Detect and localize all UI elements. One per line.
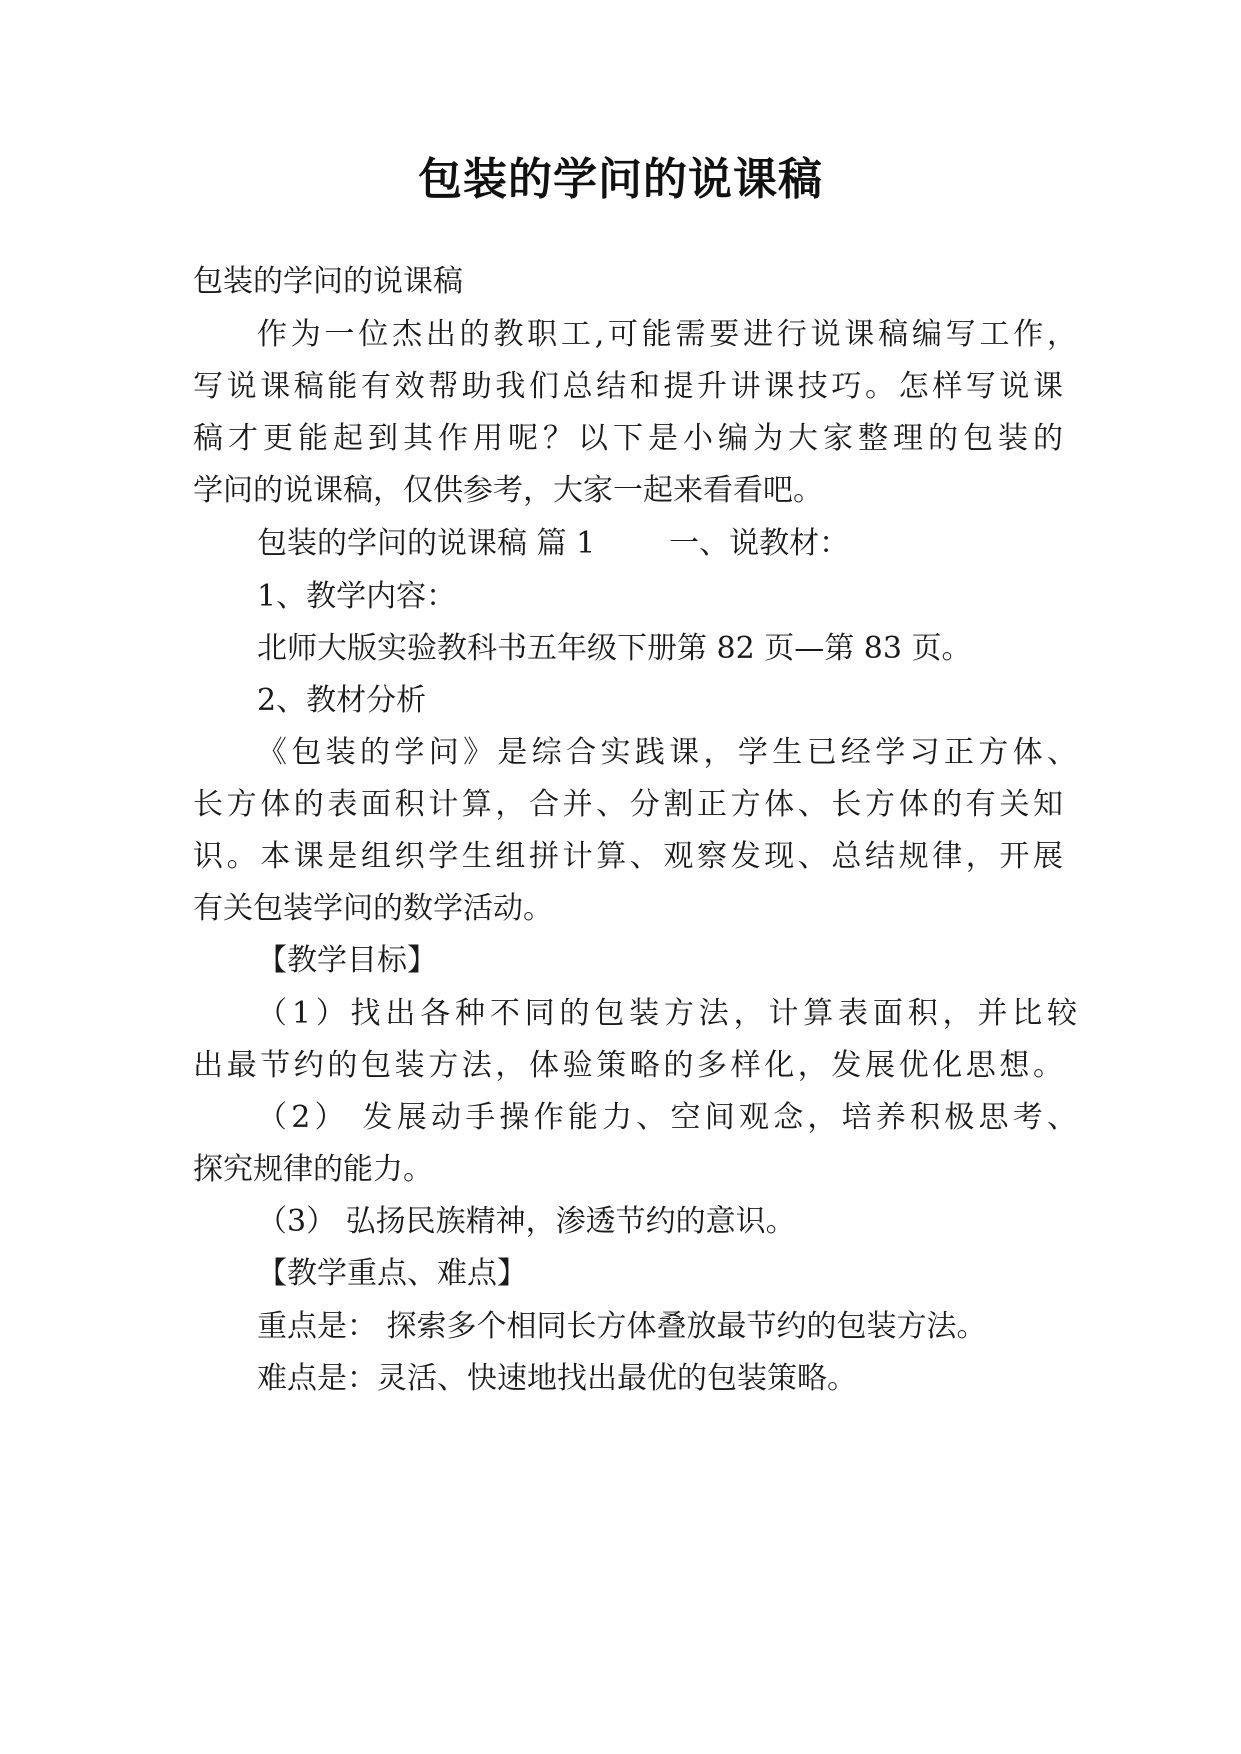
paragraph-line: 学问的说课稿，仅供参考，大家一起来看看吧。 <box>193 473 823 508</box>
paragraph-line: 【教学目标】 <box>257 943 437 978</box>
paragraph-line: （1）找出各种不同的包装方法，计算表面积，并比较 <box>257 996 1077 1031</box>
paragraph-line: 识。本课是组织学生组拼计算、观察发现、总结规律，开展 <box>193 839 1063 874</box>
paragraph-line: 作为一位杰出的教职工,可能需要进行说课稿编写工作， <box>257 317 1077 352</box>
document-title: 包装的学问的说课稿 <box>418 154 823 205</box>
paragraph-line: 出最节约的包装方法，体验策略的多样化，发展优化思想。 <box>193 1048 1063 1083</box>
paragraph-line: 稿才更能起到其作用呢？以下是小编为大家整理的包装的 <box>193 421 1063 456</box>
paragraph-line: 长方体的表面积计算，合并、分割正方体、长方体的有关知 <box>193 787 1063 822</box>
paragraph-line: 难点是：灵活、快速地找出最优的包装策略。 <box>257 1361 857 1396</box>
paragraph-line: 1、教学内容： <box>257 579 457 614</box>
paragraph-line: 写说课稿能有效帮助我们总结和提升讲课技巧。怎样写说课 <box>193 369 1063 404</box>
section-heading-line <box>257 524 1077 564</box>
paragraph-line: 北师大版实验教科书五年级下册第 82 页—第 83 页。 <box>257 631 972 666</box>
paragraph-line: （3） 弘扬民族精神，渗透节约的意识。 <box>257 1204 796 1239</box>
paragraph-line: 2、教材分析 <box>257 683 427 718</box>
section-title: 包装的学问的说课稿 篇 1 <box>257 526 596 561</box>
paragraph-line: （2） 发展动手操作能力、空间观念，培养积极思考、 <box>257 1100 1077 1135</box>
paragraph-line: 探究规律的能力。 <box>193 1152 433 1187</box>
paragraph-line: 重点是： 探索多个相同长方体叠放最节约的包装方法。 <box>257 1309 987 1344</box>
paragraph-line: 有关包装学问的数学活动。 <box>193 891 553 926</box>
paragraph-line: 《包装的学问》是综合实践课，学生已经学习正方体、 <box>257 735 1077 770</box>
subtitle-line: 包装的学问的说课稿 <box>193 264 463 299</box>
paragraph-line: 【教学重点、难点】 <box>257 1256 527 1291</box>
section-subtitle: 一、说教材： <box>669 526 850 561</box>
